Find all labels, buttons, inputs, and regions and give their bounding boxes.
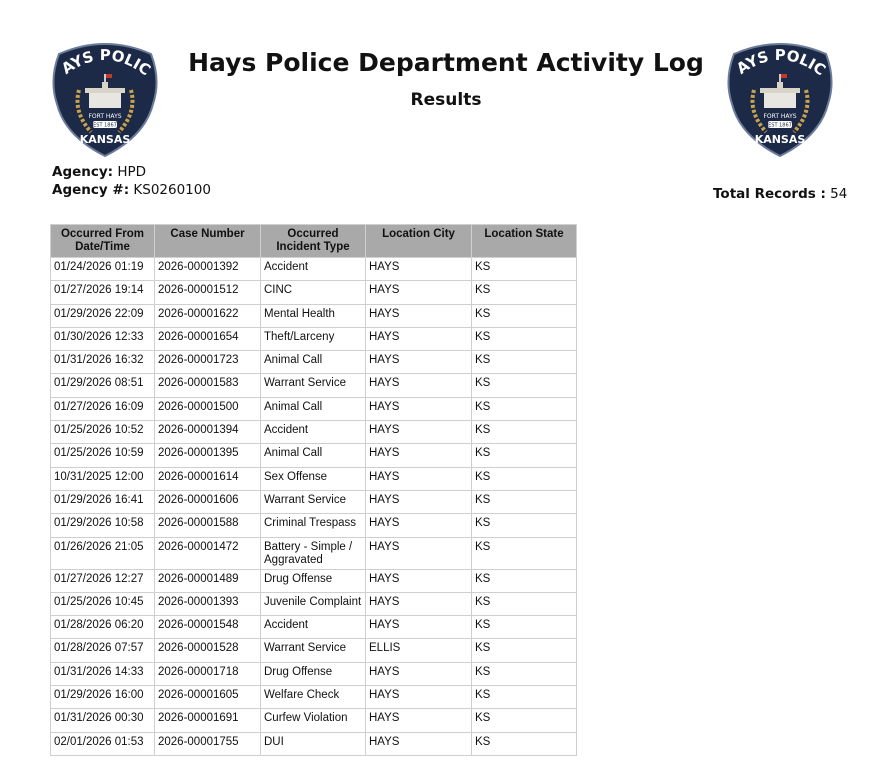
table-row	[51, 662, 577, 685]
cell-location-state: KS	[472, 537, 577, 569]
cell-occurred-from: 01/25/2026 10:45	[51, 592, 155, 615]
svg-text:EST 1867: EST 1867	[768, 122, 792, 129]
cell-occurred-from: 01/24/2026 01:19	[51, 258, 155, 281]
cell-case-number: 2026-00001588	[155, 514, 261, 537]
cell-case-number: 2026-00001583	[155, 374, 261, 397]
table-row	[51, 709, 577, 732]
cell-occurred-from: 01/26/2026 21:05	[51, 537, 155, 569]
cell-occurred-from: 01/28/2026 07:57	[51, 639, 155, 662]
cell-location-state: KS	[472, 592, 577, 615]
cell-location-state: KS	[472, 351, 577, 374]
column-header-location-state: Location State	[472, 225, 577, 258]
cell-case-number: 2026-00001718	[155, 662, 261, 685]
cell-location-city: HAYS	[366, 616, 472, 639]
cell-location-city: HAYS	[366, 444, 472, 467]
cell-occurred-from: 01/29/2026 10:58	[51, 514, 155, 537]
cell-incident-type: Animal Call	[261, 351, 366, 374]
table-row	[51, 281, 577, 304]
agency-line	[52, 164, 146, 180]
cell-location-city: HAYS	[366, 304, 472, 327]
cell-location-state: KS	[472, 444, 577, 467]
table-row	[51, 592, 577, 615]
table-row	[51, 397, 577, 420]
cell-location-state: KS	[472, 662, 577, 685]
cell-incident-type: Animal Call	[261, 397, 366, 420]
cell-incident-type: Warrant Service	[261, 374, 366, 397]
table-row	[51, 258, 577, 281]
svg-text:EST 1867: EST 1867	[93, 122, 117, 129]
cell-incident-type: Animal Call	[261, 444, 366, 467]
svg-text:FORT HAYS: FORT HAYS	[88, 113, 122, 120]
table-row	[51, 490, 577, 513]
cell-location-state: KS	[472, 709, 577, 732]
cell-location-state: KS	[472, 281, 577, 304]
table-row	[51, 616, 577, 639]
cell-case-number: 2026-00001512	[155, 281, 261, 304]
total-records-label: Total Records :	[713, 186, 826, 202]
total-records-value: 54	[830, 186, 848, 202]
cell-location-state: KS	[472, 686, 577, 709]
cell-occurred-from: 01/25/2026 10:59	[51, 444, 155, 467]
cell-location-city: HAYS	[366, 351, 472, 374]
agency-value: HPD	[117, 164, 147, 180]
agency-number-value: KS0260100	[133, 182, 211, 198]
table-row	[51, 374, 577, 397]
cell-location-city: HAYS	[366, 662, 472, 685]
cell-location-state: KS	[472, 514, 577, 537]
cell-location-city: HAYS	[366, 327, 472, 350]
cell-case-number: 2026-00001614	[155, 467, 261, 490]
cell-case-number: 2026-00001622	[155, 304, 261, 327]
cell-case-number: 2026-00001395	[155, 444, 261, 467]
cell-incident-type: Accident	[261, 258, 366, 281]
cell-case-number: 2026-00001605	[155, 686, 261, 709]
table-row	[51, 467, 577, 490]
cell-case-number: 2026-00001723	[155, 351, 261, 374]
table-row	[51, 732, 577, 755]
table-row	[51, 514, 577, 537]
column-header-incident-type: Occurred Incident Type	[261, 225, 366, 258]
cell-occurred-from: 01/27/2026 19:14	[51, 281, 155, 304]
cell-incident-type: Juvenile Complaint	[261, 592, 366, 615]
cell-incident-type: Curfew Violation	[261, 709, 366, 732]
cell-case-number: 2026-00001392	[155, 258, 261, 281]
cell-incident-type: Welfare Check	[261, 686, 366, 709]
total-records	[713, 186, 847, 202]
table-row	[51, 639, 577, 662]
cell-location-city: HAYS	[366, 397, 472, 420]
cell-incident-type: DUI	[261, 732, 366, 755]
cell-case-number: 2026-00001500	[155, 397, 261, 420]
cell-occurred-from: 02/01/2026 01:53	[51, 732, 155, 755]
table-row	[51, 351, 577, 374]
cell-occurred-from: 10/31/2025 12:00	[51, 467, 155, 490]
cell-incident-type: CINC	[261, 281, 366, 304]
cell-occurred-from: 01/29/2026 16:41	[51, 490, 155, 513]
cell-location-city: ELLIS	[366, 639, 472, 662]
column-header-occurred-from: Occurred From Date/Time	[51, 225, 155, 258]
page-subtitle: Results	[410, 90, 482, 110]
cell-incident-type: Accident	[261, 421, 366, 444]
cell-case-number: 2026-00001393	[155, 592, 261, 615]
cell-location-city: HAYS	[366, 732, 472, 755]
cell-location-city: HAYS	[366, 514, 472, 537]
cell-incident-type: Warrant Service	[261, 639, 366, 662]
cell-case-number: 2026-00001654	[155, 327, 261, 350]
cell-occurred-from: 01/31/2026 14:33	[51, 662, 155, 685]
table-row	[51, 421, 577, 444]
cell-location-state: KS	[472, 732, 577, 755]
cell-location-city: HAYS	[366, 537, 472, 569]
table-row	[51, 569, 577, 592]
cell-occurred-from: 01/30/2026 12:33	[51, 327, 155, 350]
cell-incident-type: Drug Offense	[261, 662, 366, 685]
column-header-case-number: Case Number	[155, 225, 261, 258]
cell-location-state: KS	[472, 467, 577, 490]
cell-incident-type: Drug Offense	[261, 569, 366, 592]
cell-location-state: KS	[472, 304, 577, 327]
table-row	[51, 537, 577, 569]
cell-case-number: 2026-00001691	[155, 709, 261, 732]
table-header-row	[51, 225, 577, 258]
table-row	[51, 444, 577, 467]
cell-location-state: KS	[472, 421, 577, 444]
cell-case-number: 2026-00001528	[155, 639, 261, 662]
cell-occurred-from: 01/31/2026 16:32	[51, 351, 155, 374]
cell-location-state: KS	[472, 397, 577, 420]
column-header-location-city: Location City	[366, 225, 472, 258]
cell-case-number: 2026-00001755	[155, 732, 261, 755]
cell-location-state: KS	[472, 639, 577, 662]
table-row	[51, 686, 577, 709]
cell-occurred-from: 01/29/2026 22:09	[51, 304, 155, 327]
table-body	[51, 258, 577, 756]
cell-location-state: KS	[472, 327, 577, 350]
cell-location-city: HAYS	[366, 592, 472, 615]
agency-number-label: Agency #:	[52, 182, 130, 198]
cell-occurred-from: 01/27/2026 12:27	[51, 569, 155, 592]
cell-incident-type: Criminal Trespass	[261, 514, 366, 537]
svg-text:KANSAS: KANSAS	[754, 133, 806, 146]
cell-incident-type: Warrant Service	[261, 490, 366, 513]
cell-location-state: KS	[472, 569, 577, 592]
svg-text:HAYS POLICE: AYS POLIC	[733, 45, 829, 80]
cell-case-number: 2026-00001548	[155, 616, 261, 639]
activity-log-table	[50, 224, 577, 756]
cell-incident-type: Theft/Larceny	[261, 327, 366, 350]
cell-location-state: KS	[472, 258, 577, 281]
cell-incident-type: Accident	[261, 616, 366, 639]
cell-location-city: HAYS	[366, 281, 472, 304]
agency-number-line	[52, 182, 211, 198]
table-row	[51, 304, 577, 327]
page-title: Hays Police Department Activity Log	[188, 48, 704, 77]
cell-occurred-from: 01/25/2026 10:52	[51, 421, 155, 444]
cell-location-state: KS	[472, 374, 577, 397]
cell-case-number: 2026-00001606	[155, 490, 261, 513]
table-row	[51, 327, 577, 350]
cell-case-number: 2026-00001489	[155, 569, 261, 592]
cell-occurred-from: 01/29/2026 08:51	[51, 374, 155, 397]
agency-label: Agency:	[52, 164, 114, 180]
cell-incident-type: Mental Health	[261, 304, 366, 327]
cell-location-city: HAYS	[366, 374, 472, 397]
cell-location-city: HAYS	[366, 686, 472, 709]
cell-case-number: 2026-00001472	[155, 537, 261, 569]
cell-occurred-from: 01/28/2026 06:20	[51, 616, 155, 639]
cell-location-city: HAYS	[366, 569, 472, 592]
cell-occurred-from: 01/31/2026 00:30	[51, 709, 155, 732]
svg-text:FORT HAYS: FORT HAYS	[763, 113, 797, 120]
cell-incident-type: Sex Offense	[261, 467, 366, 490]
svg-text:HAYS POLICE: AYS POLIC	[58, 45, 154, 80]
cell-location-state: KS	[472, 490, 577, 513]
cell-occurred-from: 01/29/2026 16:00	[51, 686, 155, 709]
cell-location-state: KS	[472, 616, 577, 639]
cell-location-city: HAYS	[366, 490, 472, 513]
cell-location-city: HAYS	[366, 421, 472, 444]
cell-location-city: HAYS	[366, 467, 472, 490]
cell-occurred-from: 01/27/2026 16:09	[51, 397, 155, 420]
svg-text:KANSAS: KANSAS	[79, 133, 131, 146]
cell-incident-type: Battery - Simple / Aggravated	[261, 537, 366, 569]
cell-location-city: HAYS	[366, 258, 472, 281]
cell-case-number: 2026-00001394	[155, 421, 261, 444]
cell-location-city: HAYS	[366, 709, 472, 732]
